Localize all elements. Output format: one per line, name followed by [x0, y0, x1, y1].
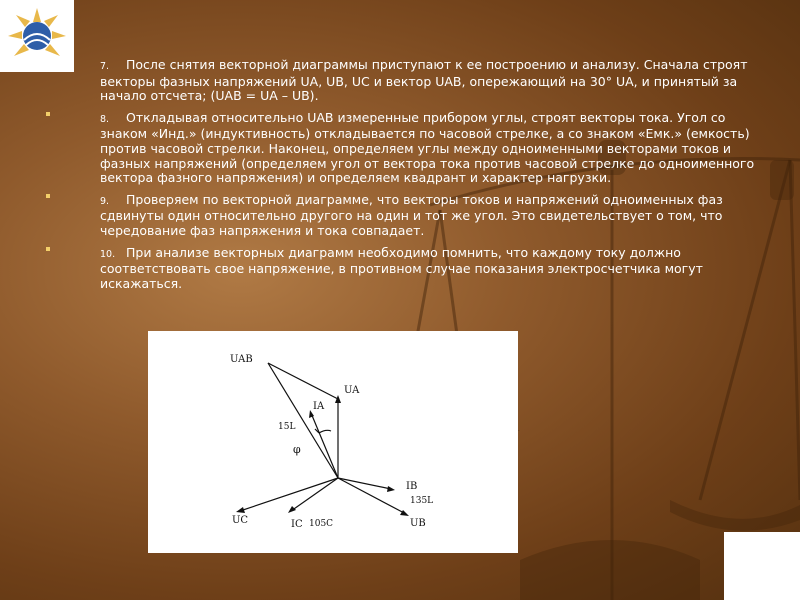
vector-diagram — [148, 331, 518, 553]
bullet-marker — [46, 194, 50, 198]
vector-ia-line — [311, 413, 338, 478]
label-105c: 105C — [309, 519, 334, 529]
label-uab: UAB — [230, 354, 253, 365]
arrow-uc — [236, 507, 245, 513]
paragraph-8 — [100, 111, 760, 186]
label-ua: UA — [344, 385, 360, 396]
label-135l: 135L — [410, 496, 434, 506]
paragraph-text: Откладывая относительно UAB измеренные прибором углы, строят векторы тока. Угол со знаком «Инд.» (индуктивность) откладывается по часовой стрелке, а со знаком «Емк.» (емкость) против часовой стрелки. Наконец, определяем углы между одноименными векторами токов и фазных напряжений (определяем угол от вектора тока против часовой стрелке до одноименного вектора фазного напряжения) и определяем квадрант и характер нагрузки. — [100, 109, 755, 186]
vector-ic-line — [291, 478, 338, 511]
vector-uab-line — [268, 363, 338, 478]
paragraph-number: 7. — [100, 61, 110, 72]
paragraph-text: При анализе векторных диаграмм необходимо помнить, что каждому току должно соответствовать свое напряжение, в противном случае показания электросчетчика могут искажаться. — [100, 244, 703, 291]
paragraph-10 — [100, 246, 760, 292]
angle-arc-15l — [319, 430, 331, 433]
paragraph-9 — [100, 193, 760, 239]
company-logo — [0, 0, 74, 72]
label-ib: IB — [406, 481, 418, 492]
vector-uc-line — [240, 478, 338, 511]
arrow-ib — [387, 486, 395, 492]
label-uc: UC — [232, 515, 249, 526]
label-ia: IA — [313, 401, 325, 412]
vector-ub-line — [338, 478, 406, 514]
label-ub: UB — [410, 518, 426, 529]
bullet-marker — [46, 247, 50, 251]
label-15l: 15L — [278, 422, 296, 432]
vector-diagram-drawing — [148, 331, 518, 553]
corner-panel — [724, 532, 800, 600]
paragraph-text: После снятия векторной диаграммы приступают к ее построению и анализу. Сначала строят векторы фазных напряжений UA, UB, UC и вектор UAB, опережающий на 30° UA, и принятый за начало отсчета; (UAB = UA – UB). — [100, 57, 748, 104]
bullet-marker — [46, 112, 50, 116]
paragraph-number: 9. — [100, 195, 110, 207]
instruction-text — [100, 58, 760, 298]
paragraph-number: 10. — [100, 248, 116, 260]
paragraph-number: 8. — [100, 113, 110, 125]
label-phi: φ — [293, 443, 301, 456]
label-ic: IC — [291, 519, 303, 530]
arrow-ua — [335, 395, 341, 403]
paragraph-text: Проверяем по векторной диаграмме, что векторы токов и напряжений одноименных фаз сдвинуты один относительно другого на один и тот же угол. Это свидетельствует о том, что чередование фаз напряжения и тока совпадает. — [100, 191, 723, 238]
paragraph-7 — [100, 58, 760, 104]
sun-logo-icon — [0, 0, 74, 72]
vector-ib-line — [338, 478, 391, 489]
arrow-ic — [288, 506, 296, 513]
